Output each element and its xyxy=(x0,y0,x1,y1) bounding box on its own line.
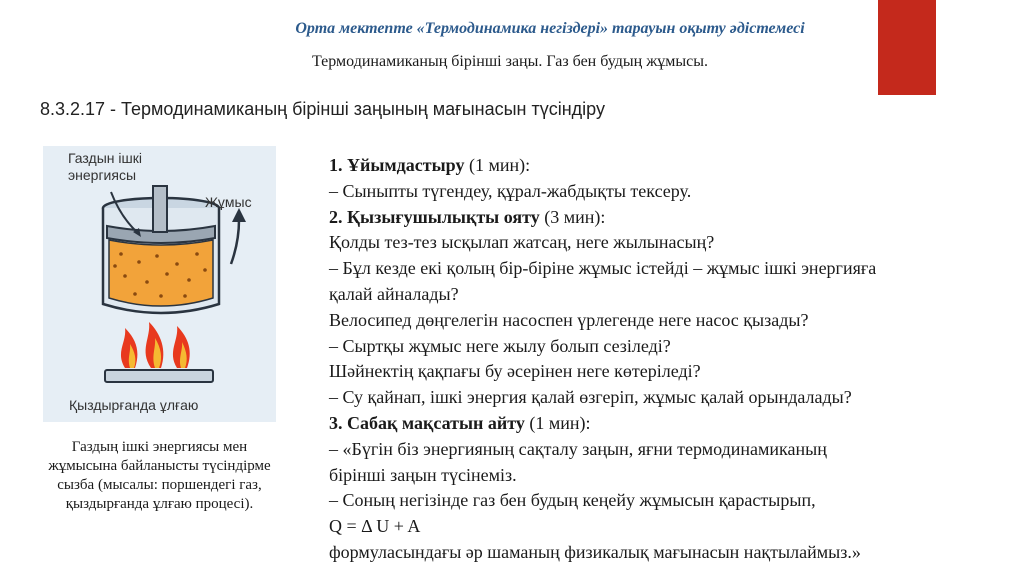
text-line: – Су қайнап, ішкі энергия қалай өзгеріп, жұмыс қалай орындалады? xyxy=(329,387,852,408)
flame-icon xyxy=(121,322,190,368)
text-line: – Бұл кезде екі қолың бір-біріне жұмыс істейді – жұмыс ішкі энергияға xyxy=(329,258,877,279)
section-duration: (3 мин): xyxy=(539,206,606,227)
text-line: Қолды тез-тез ысқылап жатсаң, неге жылынасың? xyxy=(329,232,715,253)
text-line: қалай айналады? xyxy=(329,283,459,304)
text-line: – «Бүгін біз энергияның сақталу заңын, яғни термодинамиканың xyxy=(329,438,827,459)
text-line: формуласындағы әр шаманың физикалық мағынасын нақтылаймыз.» xyxy=(329,541,861,562)
work-arrow xyxy=(231,220,239,264)
section-heading: 2. Қызығушылықты ояту xyxy=(329,206,540,227)
section-duration: (1 мин): xyxy=(524,412,591,433)
section-heading: 1. Ұйымдастыру xyxy=(329,155,465,175)
label-internal-energy-line2: энергиясы xyxy=(68,167,137,183)
label-internal-energy-line1: Газдын ішкі xyxy=(68,150,142,166)
learning-objective: 8.3.2.17 - Термодинамиканың бірінші заңының мағынасын түсіндіру xyxy=(40,99,605,119)
label-internal-energy xyxy=(68,150,142,184)
section-heading: 3. Сабақ мақсатын айту xyxy=(329,412,525,433)
lesson-content xyxy=(329,153,989,566)
piston-rod xyxy=(153,186,167,232)
section-goal xyxy=(329,411,989,437)
label-work: Жұмыс xyxy=(205,194,252,210)
text-line: Шәйнектің қақпағы бу әсерінен неге көтеріледі? xyxy=(329,361,701,382)
piston-illustration xyxy=(43,146,276,422)
section-duration: (1 мин): xyxy=(464,155,531,175)
figure-caption: Газдың ішкі энергиясы мен жұмысына байланысты түсіндірме сызба (мысалы: поршендегі газ, қыздырғанда ұлғаю процесі). xyxy=(48,439,271,512)
section-organization xyxy=(329,153,989,179)
header-subtitle: Термодинамиканың бірінші заңы. Газ бен будың жұмысы. xyxy=(312,53,708,70)
gas-piston-figure xyxy=(43,146,276,422)
formula: Q = Δ U + A xyxy=(329,516,421,537)
text-line: Велосипед дөңгелегін насоспен үрлегенде неге насос қызады? xyxy=(329,309,809,330)
burner xyxy=(105,370,213,382)
header-title: Орта мектепте «Термодинамика негіздері» тарауын оқыту әдістемесі xyxy=(295,20,805,37)
section-motivation xyxy=(329,205,989,231)
decorative-red-bar xyxy=(878,0,936,95)
text-line: бірінші заңын түсінеміз. xyxy=(329,464,517,485)
text-line: – Соның негізінде газ бен будың кеңейу жұмысын қарастырып, xyxy=(329,490,816,511)
text-line: – Сыныпты түгендеу, құрал-жабдықты тексеру. xyxy=(329,180,692,201)
label-heating: Қыздырғанда ұлғаю xyxy=(69,397,199,413)
text-line: – Сыртқы жұмыс неге жылу болып сезіледі? xyxy=(329,335,671,356)
